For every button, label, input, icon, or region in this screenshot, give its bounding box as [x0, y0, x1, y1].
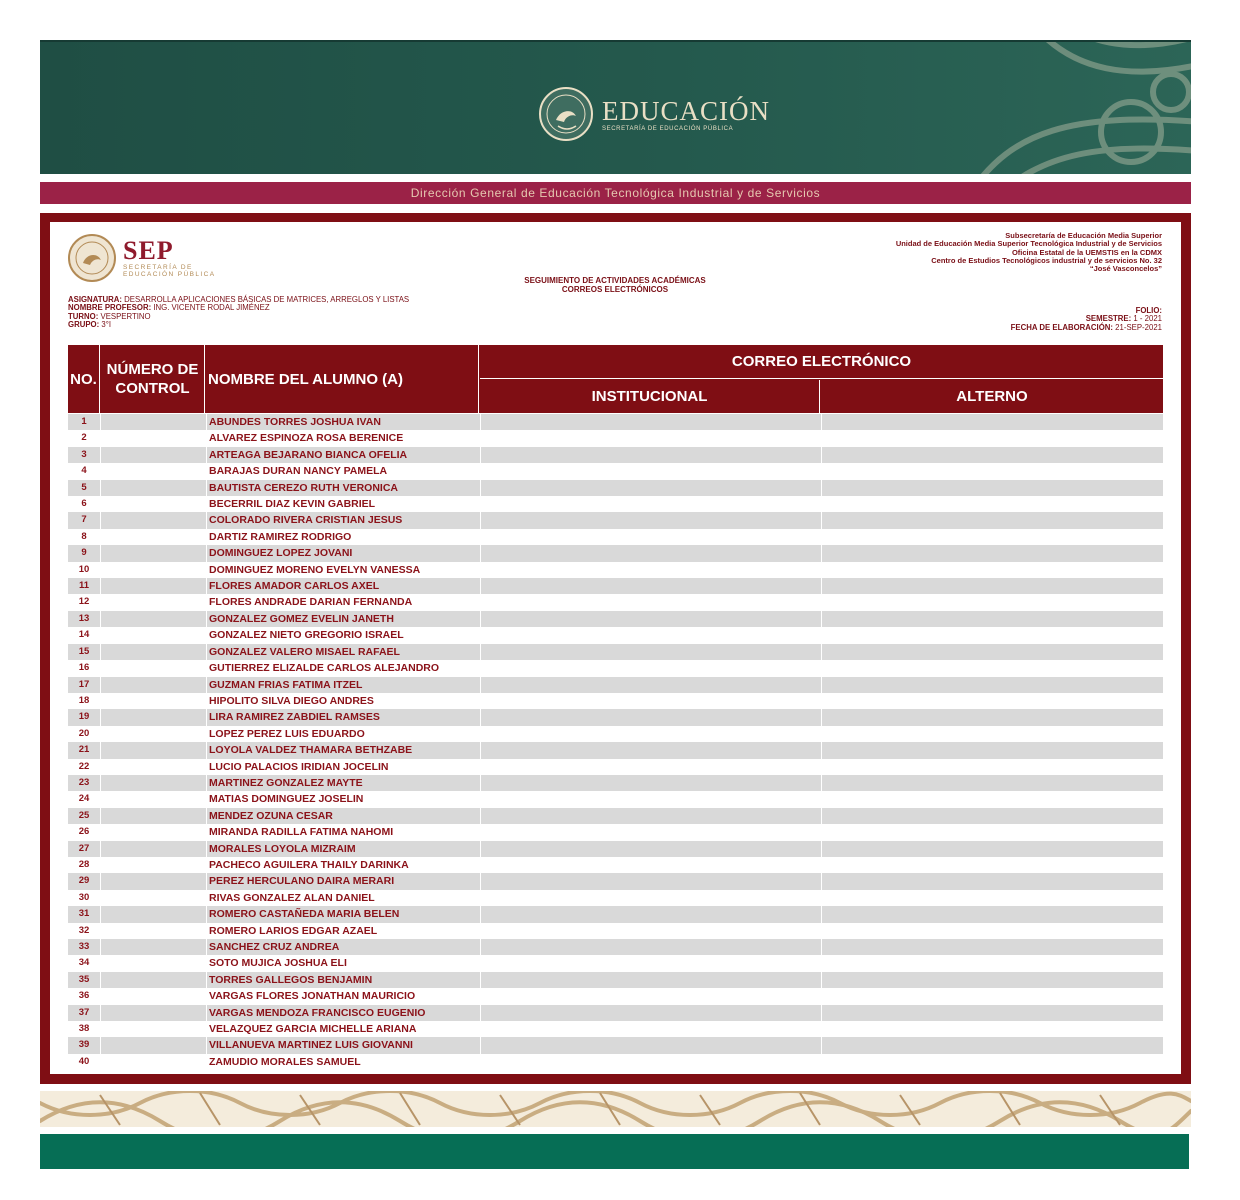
student-name: MIRANDA RADILLA FATIMA NAHOMI: [206, 824, 480, 840]
row-number: 40: [78, 1055, 90, 1067]
sep-logo: [67, 233, 215, 283]
control-number-cell: [100, 775, 206, 791]
row-number: 4: [81, 465, 87, 477]
table-row: [68, 545, 1163, 561]
alternate-email-cell: [821, 1037, 1163, 1053]
student-name: GONZALEZ NIETO GREGORIO ISRAEL: [206, 627, 480, 643]
table-row: [68, 611, 1163, 627]
control-number-cell: [100, 660, 206, 676]
control-number-cell: [100, 480, 206, 496]
control-number-cell: [100, 545, 206, 561]
row-number: 3: [81, 448, 87, 460]
row-number: 20: [78, 727, 90, 739]
row-number: 8: [81, 530, 87, 542]
table-row: [68, 594, 1163, 610]
institutional-email-cell: [480, 709, 821, 725]
institutional-email-cell: [480, 923, 821, 939]
control-number-cell: [100, 1021, 206, 1037]
institution-line: Unidad de Educación Media Superior Tecnológica Industrial y de Servicios: [895, 239, 1162, 249]
table-row: [68, 414, 1163, 430]
alternate-email-cell: [821, 578, 1163, 594]
table-row: [68, 824, 1163, 840]
row-number: 16: [78, 662, 90, 674]
control-number-cell: [100, 791, 206, 807]
table-row: [68, 873, 1163, 889]
semestre-value: 1 - 2021: [1131, 314, 1162, 324]
institutional-email-cell: [480, 1021, 821, 1037]
fecha-label: FECHA DE ELABORACIÓN:: [1010, 322, 1114, 332]
student-name: GUZMAN FRIAS FATIMA ITZEL: [206, 677, 480, 693]
student-name: ARTEAGA BEJARANO BIANCA OFELIA: [206, 447, 480, 463]
alternate-email-cell: [821, 988, 1163, 1004]
alternate-email-cell: [821, 890, 1163, 906]
table-row: [68, 742, 1163, 758]
table-row: [68, 923, 1163, 939]
institutional-email-cell: [480, 1054, 821, 1070]
ornament-pattern-icon: [951, 40, 1191, 174]
alternate-email-cell: [821, 512, 1163, 528]
control-number-cell: [100, 906, 206, 922]
control-number-cell: [100, 1037, 206, 1053]
institutional-email-cell: [480, 463, 821, 479]
alternate-email-cell: [821, 709, 1163, 725]
institutional-email-cell: [480, 627, 821, 643]
institution-line: Subsecretaría de Educación Media Superior: [1005, 231, 1162, 240]
institutional-email-cell: [480, 726, 821, 742]
student-name: VARGAS MENDOZA FRANCISCO EUGENIO: [206, 1005, 480, 1021]
institutional-email-cell: [480, 890, 821, 906]
table-row: [68, 759, 1163, 775]
table-row: [68, 644, 1163, 660]
student-name: GONZALEZ GOMEZ EVELIN JANETH: [206, 611, 480, 627]
alternate-email-cell: [821, 611, 1163, 627]
control-number-cell: [100, 890, 206, 906]
table-row: [68, 1037, 1163, 1053]
table-row: [68, 660, 1163, 676]
grupo-label: GRUPO:: [68, 319, 100, 329]
asignatura-label: ASIGNATURA:: [68, 295, 122, 304]
education-subtitle: SECRETARÍA DE EDUCACIÓN PÚBLICA: [602, 125, 734, 132]
alternate-email-cell: [821, 562, 1163, 578]
row-number: 11: [78, 580, 90, 592]
control-number-cell: [100, 562, 206, 578]
student-name: VELAZQUEZ GARCIA MICHELLE ARIANA: [206, 1021, 480, 1037]
control-number-cell: [100, 414, 206, 430]
alternate-email-cell: [821, 660, 1163, 676]
table-row: [68, 677, 1163, 693]
row-number: 36: [78, 990, 90, 1002]
institutional-email-cell: [480, 644, 821, 660]
control-number-cell: [100, 578, 206, 594]
turno-label: TURNO:: [68, 311, 99, 321]
institutional-email-cell: [480, 545, 821, 561]
alternate-email-cell: [821, 955, 1163, 971]
control-number-cell: [100, 1054, 206, 1070]
institution-line: “José Vasconcelos”: [1089, 264, 1162, 274]
header-alterno: ALTERNO: [956, 388, 1028, 405]
alternate-email-cell: [821, 906, 1163, 922]
mexico-seal-icon: [538, 86, 594, 142]
student-name: PACHECO AGUILERA THAILY DARINKA: [206, 857, 480, 873]
institutional-email-cell: [480, 742, 821, 758]
education-title: EDUCACIÓN: [602, 95, 770, 126]
student-name: TORRES GALLEGOS BENJAMIN: [206, 972, 480, 988]
control-number-cell: [100, 627, 206, 643]
student-name: FLORES ANDRADE DARIAN FERNANDA: [206, 594, 480, 610]
table-row: [68, 627, 1163, 643]
table-row: [68, 955, 1163, 971]
sep-seal-icon: [67, 233, 117, 283]
institutional-email-cell: [480, 791, 821, 807]
student-name: LOPEZ PEREZ LUIS EDUARDO: [206, 726, 480, 742]
row-number: 35: [78, 973, 90, 985]
student-name: DOMINGUEZ MORENO EVELYN VANESSA: [206, 562, 480, 578]
institutional-email-cell: [480, 496, 821, 512]
student-name: FLORES AMADOR CARLOS AXEL: [206, 578, 480, 594]
institutional-email-cell: [480, 594, 821, 610]
row-number: 23: [78, 776, 90, 788]
profesor-value: ING. VICENTE RODAL JIMÉNEZ: [151, 303, 270, 313]
row-number: 25: [78, 809, 90, 821]
footer-green-bar: [40, 1134, 1189, 1169]
institutional-email-cell: [480, 988, 821, 1004]
alternate-email-cell: [821, 873, 1163, 889]
table-row: [68, 496, 1163, 512]
student-name: VARGAS FLORES JONATHAN MAURICIO: [206, 988, 480, 1004]
header-control: NÚMERO DE CONTROL: [101, 345, 205, 413]
student-name: VILLANUEVA MARTINEZ LUIS GIOVANNI: [206, 1037, 480, 1053]
table-row: [68, 808, 1163, 824]
control-number-cell: [100, 611, 206, 627]
alternate-email-cell: [821, 939, 1163, 955]
student-name: LUCIO PALACIOS IRIDIAN JOCELIN: [206, 759, 480, 775]
control-number-cell: [100, 759, 206, 775]
alternate-email-cell: [821, 824, 1163, 840]
control-number-cell: [100, 693, 206, 709]
table-row: [68, 512, 1163, 528]
row-number: 9: [81, 547, 87, 559]
sep-line1: SECRETARÍA DE: [123, 264, 193, 271]
row-number: 34: [78, 957, 90, 969]
row-number: 27: [78, 842, 90, 854]
grupo-value: 3°I: [99, 319, 111, 329]
table-row: [68, 939, 1163, 955]
alternate-email-cell: [821, 1054, 1163, 1070]
student-name: SANCHEZ CRUZ ANDREA: [206, 939, 480, 955]
table-row: [68, 1005, 1163, 1021]
alternate-email-cell: [821, 1021, 1163, 1037]
row-number: 19: [78, 711, 90, 723]
table-row: [68, 447, 1163, 463]
asignatura-value: DESARROLLA APLICACIONES BÁSICAS DE MATRICES, ARREGLOS Y LISTAS: [122, 295, 410, 304]
control-number-cell: [100, 447, 206, 463]
alternate-email-cell: [821, 923, 1163, 939]
row-number: 31: [78, 908, 90, 920]
student-name: MENDEZ OZUNA CESAR: [206, 808, 480, 824]
row-number: 7: [81, 514, 87, 526]
row-number: 21: [78, 744, 90, 756]
row-number: 38: [78, 1023, 90, 1035]
institutional-email-cell: [480, 529, 821, 545]
alternate-email-cell: [821, 808, 1163, 824]
institutional-email-cell: [480, 841, 821, 857]
row-number: 10: [78, 563, 90, 575]
institutional-email-cell: [480, 693, 821, 709]
header-institucional: INSTITUCIONAL: [480, 380, 820, 413]
row-number: 6: [81, 498, 87, 510]
table-row: [68, 791, 1163, 807]
header-no: NO.: [68, 345, 100, 413]
student-name: RIVAS GONZALEZ ALAN DANIEL: [206, 890, 480, 906]
student-name: ZAMUDIO MORALES SAMUEL: [206, 1054, 480, 1070]
control-number-cell: [100, 841, 206, 857]
header-correo: CORREO ELECTRÓNICO: [480, 345, 1163, 379]
row-number: 29: [78, 875, 90, 887]
student-name: BARAJAS DURAN NANCY PAMELA: [206, 463, 480, 479]
row-number: 22: [78, 760, 90, 772]
row-number: 13: [78, 612, 90, 624]
course-info: [68, 296, 409, 329]
student-name: MORALES LOYOLA MIZRAIM: [206, 841, 480, 857]
row-number: 12: [78, 596, 90, 608]
folio-label: FOLIO:: [1135, 306, 1162, 315]
control-number-cell: [100, 1005, 206, 1021]
alternate-email-cell: [821, 857, 1163, 873]
student-name: GUTIERREZ ELIZALDE CARLOS ALEJANDRO: [206, 660, 480, 676]
institution-line: Centro de Estudios Tecnológicos industrial y de servicios No. 32: [931, 255, 1162, 265]
alternate-email-cell: [821, 759, 1163, 775]
alternate-email-cell: [821, 693, 1163, 709]
student-name: MARTINEZ GONZALEZ MAYTE: [206, 775, 480, 791]
sep-name: SEP: [123, 236, 174, 265]
table-row: [68, 693, 1163, 709]
row-number: 30: [78, 891, 90, 903]
control-number-cell: [100, 512, 206, 528]
control-number-cell: [100, 529, 206, 545]
table-row: [68, 857, 1163, 873]
row-number: 39: [78, 1039, 90, 1051]
institutional-email-cell: [480, 447, 821, 463]
student-table-body: [68, 414, 1163, 1070]
institutional-email-cell: [480, 808, 821, 824]
alternate-email-cell: [821, 430, 1163, 446]
table-row: [68, 890, 1163, 906]
table-row: [68, 578, 1163, 594]
control-number-cell: [100, 939, 206, 955]
institution-header: [896, 232, 1162, 273]
student-name: SOTO MUJICA JOSHUA ELI: [206, 955, 480, 971]
alternate-email-cell: [821, 644, 1163, 660]
table-row: [68, 1021, 1163, 1037]
table-header: [68, 345, 1163, 413]
student-name: BECERRIL DIAZ KEVIN GABRIEL: [206, 496, 480, 512]
fecha-value: 21-SEP-2021: [1113, 322, 1162, 332]
control-number-cell: [100, 742, 206, 758]
row-number: 1: [81, 416, 87, 427]
row-number: 14: [78, 629, 90, 641]
document-title: [480, 276, 750, 294]
table-row: [68, 480, 1163, 496]
control-number-cell: [100, 430, 206, 446]
student-name: ROMERO CASTAÑEDA MARIA BELEN: [206, 906, 480, 922]
row-number: 26: [78, 826, 90, 838]
institutional-email-cell: [480, 759, 821, 775]
dgeti-bar: Dirección General de Educación Tecnológica Industrial y de Servicios: [40, 182, 1191, 204]
institutional-email-cell: [480, 677, 821, 693]
alternate-email-cell: [821, 463, 1163, 479]
table-row: [68, 430, 1163, 446]
institutional-email-cell: [480, 857, 821, 873]
institutional-email-cell: [480, 955, 821, 971]
profesor-label: NOMBRE PROFESOR:: [68, 303, 152, 313]
institutional-email-cell: [480, 578, 821, 594]
row-number: 24: [78, 793, 90, 805]
control-number-cell: [100, 594, 206, 610]
institutional-email-cell: [480, 660, 821, 676]
row-number: 5: [81, 481, 87, 493]
institutional-email-cell: [480, 611, 821, 627]
control-number-cell: [100, 988, 206, 1004]
table-row: [68, 529, 1163, 545]
institutional-email-cell: [480, 512, 821, 528]
semestre-label: SEMESTRE:: [1085, 314, 1132, 324]
student-name: HIPOLITO SILVA DIEGO ANDRES: [206, 693, 480, 709]
table-row: [68, 841, 1163, 857]
row-number: 33: [78, 941, 90, 952]
institutional-email-cell: [480, 824, 821, 840]
control-number-cell: [100, 873, 206, 889]
control-number-cell: [100, 857, 206, 873]
alternate-email-cell: [821, 726, 1163, 742]
control-number-cell: [100, 808, 206, 824]
institutional-email-cell: [480, 972, 821, 988]
alternate-email-cell: [821, 775, 1163, 791]
institutional-email-cell: [480, 414, 821, 430]
alternate-email-cell: [821, 1005, 1163, 1021]
table-row: [68, 775, 1163, 791]
table-row: [68, 709, 1163, 725]
table-row: [68, 726, 1163, 742]
table-row: [68, 906, 1163, 922]
alternate-email-cell: [821, 677, 1163, 693]
control-number-cell: [100, 923, 206, 939]
table-row: [68, 463, 1163, 479]
control-number-cell: [100, 644, 206, 660]
institution-line: Oficina Estatal de la UEMSTIS en la CDMX: [1011, 247, 1162, 257]
alternate-email-cell: [821, 414, 1163, 430]
alternate-email-cell: [821, 480, 1163, 496]
row-number: 28: [78, 858, 90, 870]
table-row: [68, 562, 1163, 578]
document-meta: [1011, 307, 1162, 332]
alternate-email-cell: [821, 594, 1163, 610]
student-name: DOMINGUEZ LOPEZ JOVANI: [206, 545, 480, 561]
turno-value: VESPERTINO: [98, 311, 151, 321]
institutional-email-cell: [480, 430, 821, 446]
alternate-email-cell: [821, 627, 1163, 643]
row-number: 17: [78, 678, 90, 690]
control-number-cell: [100, 496, 206, 512]
education-banner: [40, 40, 1191, 174]
title-line-2: CORREOS ELECTRÓNICOS: [561, 285, 669, 294]
control-number-cell: [100, 709, 206, 725]
sep-line2: EDUCACIÓN PÚBLICA: [123, 271, 216, 278]
student-name: DARTIZ RAMIREZ RODRIGO: [206, 529, 480, 545]
alternate-email-cell: [821, 972, 1163, 988]
row-number: 15: [78, 645, 90, 657]
student-name: GONZALEZ VALERO MISAEL RAFAEL: [206, 644, 480, 660]
institutional-email-cell: [480, 1037, 821, 1053]
alternate-email-cell: [821, 529, 1163, 545]
student-name: MATIAS DOMINGUEZ JOSELIN: [206, 791, 480, 807]
institutional-email-cell: [480, 939, 821, 955]
table-row: [68, 988, 1163, 1004]
header-name: NOMBRE DEL ALUMNO (A): [206, 345, 479, 413]
decorative-pattern-icon: [40, 1091, 1191, 1127]
institutional-email-cell: [480, 562, 821, 578]
student-name: COLORADO RIVERA CRISTIAN JESUS: [206, 512, 480, 528]
table-row: [68, 972, 1163, 988]
row-number: 18: [78, 694, 90, 706]
table-row: [68, 1054, 1163, 1070]
control-number-cell: [100, 677, 206, 693]
row-number: 37: [78, 1006, 90, 1018]
control-number-cell: [100, 955, 206, 971]
alternate-email-cell: [821, 545, 1163, 561]
institutional-email-cell: [480, 480, 821, 496]
student-name: ALVAREZ ESPINOZA ROSA BERENICE: [206, 430, 480, 446]
alternate-email-cell: [821, 791, 1163, 807]
student-name: LOYOLA VALDEZ THAMARA BETHZABE: [206, 742, 480, 758]
student-name: ABUNDES TORRES JOSHUA IVAN: [206, 414, 480, 430]
control-number-cell: [100, 726, 206, 742]
student-name: ROMERO LARIOS EDGAR AZAEL: [206, 923, 480, 939]
education-brand: [538, 86, 770, 142]
control-number-cell: [100, 824, 206, 840]
student-name: PEREZ HERCULANO DAIRA MERARI: [206, 873, 480, 889]
student-name: BAUTISTA CEREZO RUTH VERONICA: [206, 480, 480, 496]
row-number: 32: [78, 924, 90, 936]
alternate-email-cell: [821, 742, 1163, 758]
alternate-email-cell: [821, 447, 1163, 463]
control-number-cell: [100, 972, 206, 988]
alternate-email-cell: [821, 841, 1163, 857]
control-number-cell: [100, 463, 206, 479]
title-line-1: SEGUIMIENTO DE ACTIVIDADES ACADÉMICAS: [524, 276, 706, 285]
institutional-email-cell: [480, 1005, 821, 1021]
row-number: 2: [81, 432, 87, 444]
institutional-email-cell: [480, 775, 821, 791]
alternate-email-cell: [821, 496, 1163, 512]
institutional-email-cell: [480, 873, 821, 889]
student-name: LIRA RAMIREZ ZABDIEL RAMSES: [206, 709, 480, 725]
institutional-email-cell: [480, 906, 821, 922]
